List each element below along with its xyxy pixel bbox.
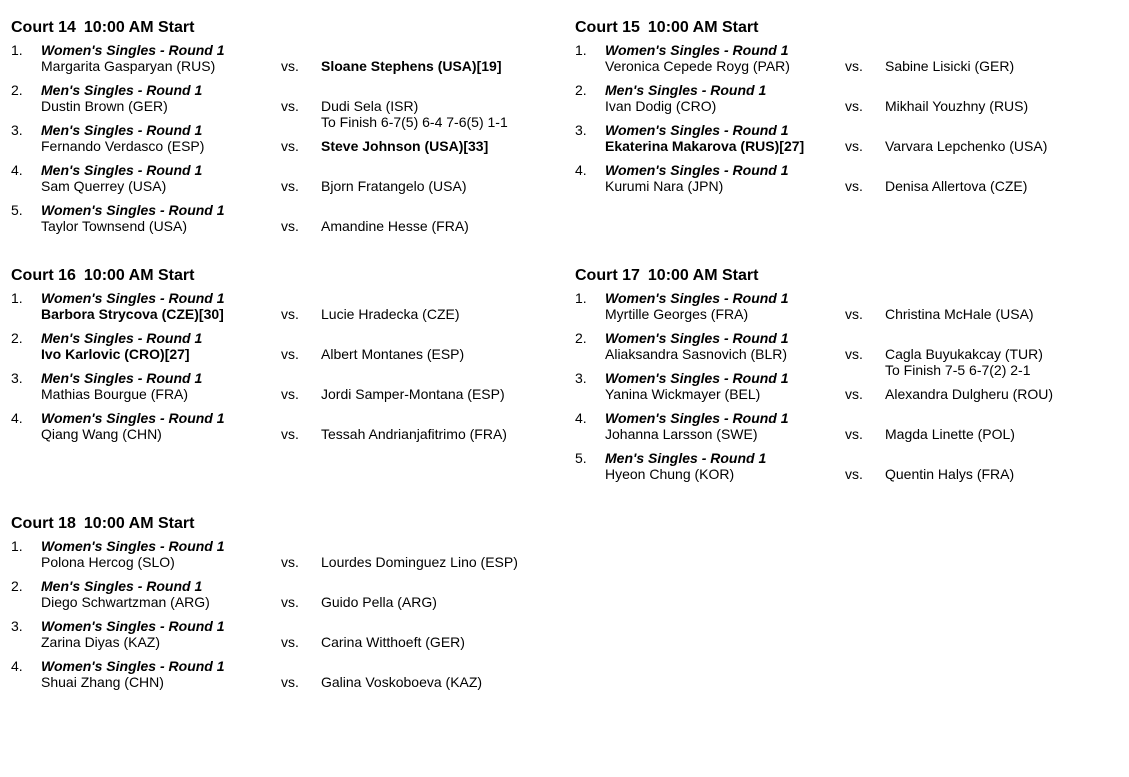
- match-event: Women's Singles - Round 1: [41, 618, 225, 634]
- player-one: Ekaterina Makarova (RUS)[27]: [605, 138, 805, 154]
- match-event: Men's Singles - Round 1: [605, 82, 767, 98]
- match-number: 5.: [11, 202, 23, 218]
- match-row: [11, 82, 551, 130]
- player-two: Sloane Stephens (USA)[19]: [321, 58, 502, 74]
- versus-label: vs.: [281, 218, 299, 234]
- versus-label: vs.: [845, 306, 863, 322]
- player-one: Qiang Wang (CHN): [41, 426, 162, 442]
- match-row: [11, 410, 551, 450]
- match-number: 4.: [11, 410, 23, 426]
- versus-label: vs.: [845, 98, 863, 114]
- match-number: 2.: [11, 82, 23, 98]
- versus-label: vs.: [281, 634, 299, 650]
- match-number: 1.: [575, 290, 587, 306]
- match-event: Women's Singles - Round 1: [605, 122, 789, 138]
- court-start-time: 10:00 AM Start: [83, 19, 195, 36]
- match-event: Women's Singles - Round 1: [41, 658, 225, 674]
- court-name: Court 15: [575, 19, 640, 36]
- match-event: Men's Singles - Round 1: [41, 82, 203, 98]
- player-one: Fernando Verdasco (ESP): [41, 138, 205, 154]
- match-row: [575, 370, 1115, 410]
- court-header: [11, 513, 551, 535]
- player-one: Sam Querrey (USA): [41, 178, 167, 194]
- match-event: Women's Singles - Round 1: [41, 42, 225, 58]
- player-two: Christina McHale (USA): [885, 306, 1034, 322]
- match-row: [11, 370, 551, 410]
- match-event: Women's Singles - Round 1: [605, 410, 789, 426]
- match-event: Women's Singles - Round 1: [41, 290, 225, 306]
- match-event: Men's Singles - Round 1: [605, 450, 767, 466]
- match-row: [575, 410, 1115, 450]
- match-number: 2.: [11, 578, 23, 594]
- match-number: 5.: [575, 450, 587, 466]
- player-one: Kurumi Nara (JPN): [605, 178, 724, 194]
- player-two: Jordi Samper-Montana (ESP): [321, 386, 505, 402]
- versus-label: vs.: [281, 554, 299, 570]
- player-one: Barbora Strycova (CZE)[30]: [41, 306, 224, 322]
- player-two: Guido Pella (ARG): [321, 594, 437, 610]
- court-name: Court 17: [575, 267, 640, 284]
- court-start-time: 10:00 AM Start: [647, 19, 759, 36]
- versus-label: vs.: [281, 346, 299, 362]
- match-number: 2.: [575, 330, 587, 346]
- match-event: Women's Singles - Round 1: [605, 42, 789, 58]
- player-one: Taylor Townsend (USA): [41, 218, 188, 234]
- player-two: Albert Montanes (ESP): [321, 346, 465, 362]
- match-event: Women's Singles - Round 1: [605, 162, 789, 178]
- match-row: [575, 42, 1115, 82]
- versus-label: vs.: [845, 138, 863, 154]
- versus-label: vs.: [845, 466, 863, 482]
- match-event: Women's Singles - Round 1: [41, 410, 225, 426]
- versus-label: vs.: [845, 178, 863, 194]
- player-one: Veronica Cepede Royg (PAR): [605, 58, 790, 74]
- versus-label: vs.: [281, 58, 299, 74]
- match-row: [11, 42, 551, 82]
- player-one: Ivo Karlovic (CRO)[27]: [41, 346, 190, 362]
- court-start-time: 10:00 AM Start: [83, 267, 195, 284]
- match-number: 1.: [11, 42, 23, 58]
- player-one: Diego Schwartzman (ARG): [41, 594, 210, 610]
- court-name: Court 18: [11, 515, 76, 532]
- player-two: Quentin Halys (FRA): [885, 466, 1015, 482]
- match-score-note: To Finish 6-7(5) 6-4 7-6(5) 1-1: [321, 114, 508, 130]
- match-event: Men's Singles - Round 1: [41, 578, 203, 594]
- match-number: 3.: [575, 370, 587, 386]
- match-event: Women's Singles - Round 1: [41, 538, 225, 554]
- player-two: Steve Johnson (USA)[33]: [321, 138, 489, 154]
- player-one: Shuai Zhang (CHN): [41, 674, 164, 690]
- match-number: 4.: [575, 162, 587, 178]
- player-one: Hyeon Chung (KOR): [605, 466, 735, 482]
- match-event: Men's Singles - Round 1: [41, 330, 203, 346]
- match-number: 1.: [11, 538, 23, 554]
- player-one: Polona Hercog (SLO): [41, 554, 175, 570]
- match-row: [11, 538, 551, 578]
- match-row: [11, 330, 551, 370]
- player-two: Varvara Lepchenko (USA): [885, 138, 1048, 154]
- versus-label: vs.: [845, 58, 863, 74]
- match-number: 3.: [575, 122, 587, 138]
- match-row: [11, 658, 551, 698]
- versus-label: vs.: [281, 178, 299, 194]
- match-event: Women's Singles - Round 1: [605, 330, 789, 346]
- court-header: [575, 17, 1115, 39]
- player-two: Lucie Hradecka (CZE): [321, 306, 460, 322]
- match-row: [11, 162, 551, 202]
- court-start-time: 10:00 AM Start: [83, 515, 195, 532]
- player-one: Ivan Dodig (CRO): [605, 98, 717, 114]
- match-row: [11, 202, 551, 242]
- match-number: 2.: [11, 330, 23, 346]
- player-two: Lourdes Dominguez Lino (ESP): [321, 554, 518, 570]
- versus-label: vs.: [281, 674, 299, 690]
- match-row: [11, 122, 551, 162]
- court-name: Court 14: [11, 19, 76, 36]
- court-18-section: [11, 513, 551, 698]
- player-two: Sabine Lisicki (GER): [885, 58, 1015, 74]
- match-number: 3.: [11, 122, 23, 138]
- match-row: [575, 450, 1115, 490]
- versus-label: vs.: [845, 386, 863, 402]
- versus-label: vs.: [281, 98, 299, 114]
- versus-label: vs.: [845, 346, 863, 362]
- match-event: Men's Singles - Round 1: [41, 162, 203, 178]
- player-two: Magda Linette (POL): [885, 426, 1015, 442]
- versus-label: vs.: [281, 426, 299, 442]
- match-row: [575, 82, 1115, 122]
- match-row: [575, 290, 1115, 330]
- match-event: Men's Singles - Round 1: [41, 370, 203, 386]
- match-event: Women's Singles - Round 1: [41, 202, 225, 218]
- versus-label: vs.: [281, 306, 299, 322]
- player-one: Myrtille Georges (FRA): [605, 306, 749, 322]
- player-one: Dustin Brown (GER): [41, 98, 168, 114]
- match-number: 3.: [11, 370, 23, 386]
- player-two: Amandine Hesse (FRA): [321, 218, 469, 234]
- versus-label: vs.: [281, 386, 299, 402]
- player-two: Mikhail Youzhny (RUS): [885, 98, 1029, 114]
- match-row: [11, 290, 551, 330]
- court-start-time: 10:00 AM Start: [647, 267, 759, 284]
- match-number: 2.: [575, 82, 587, 98]
- match-number: 4.: [11, 658, 23, 674]
- court-header: [11, 17, 551, 39]
- player-one: Yanina Wickmayer (BEL): [605, 386, 761, 402]
- court-header: [575, 265, 1115, 287]
- match-row: [575, 122, 1115, 162]
- court-16-section: [11, 265, 551, 450]
- court-14-section: [11, 17, 551, 242]
- match-row: [11, 618, 551, 658]
- versus-label: vs.: [281, 594, 299, 610]
- match-event: Women's Singles - Round 1: [605, 290, 789, 306]
- match-event: Men's Singles - Round 1: [41, 122, 203, 138]
- player-one: Mathias Bourgue (FRA): [41, 386, 189, 402]
- match-number: 4.: [11, 162, 23, 178]
- player-one: Johanna Larsson (SWE): [605, 426, 758, 442]
- player-two: Bjorn Fratangelo (USA): [321, 178, 467, 194]
- match-event: Women's Singles - Round 1: [605, 370, 789, 386]
- player-one: Zarina Diyas (KAZ): [41, 634, 161, 650]
- court-name: Court 16: [11, 267, 76, 284]
- court-header: [11, 265, 551, 287]
- match-number: 3.: [11, 618, 23, 634]
- match-score-note: To Finish 7-5 6-7(2) 2-1: [885, 362, 1031, 378]
- player-one: Aliaksandra Sasnovich (BLR): [605, 346, 788, 362]
- court-17-section: [575, 265, 1115, 490]
- versus-label: vs.: [281, 138, 299, 154]
- player-two: Galina Voskoboeva (KAZ): [321, 674, 483, 690]
- match-number: 1.: [575, 42, 587, 58]
- player-two: Alexandra Dulgheru (ROU): [885, 386, 1054, 402]
- player-one: Margarita Gasparyan (RUS): [41, 58, 216, 74]
- player-two: Denisa Allertova (CZE): [885, 178, 1028, 194]
- versus-label: vs.: [845, 426, 863, 442]
- court-15-section: [575, 17, 1115, 202]
- match-row: [575, 162, 1115, 202]
- match-number: 4.: [575, 410, 587, 426]
- match-number: 1.: [11, 290, 23, 306]
- player-two: Dudi Sela (ISR): [321, 98, 419, 114]
- player-two: Carina Witthoeft (GER): [321, 634, 465, 650]
- player-two: Tessah Andrianjafitrimo (FRA): [321, 426, 507, 442]
- match-row: [575, 330, 1115, 378]
- player-two: Cagla Buyukakcay (TUR): [885, 346, 1043, 362]
- match-row: [11, 578, 551, 618]
